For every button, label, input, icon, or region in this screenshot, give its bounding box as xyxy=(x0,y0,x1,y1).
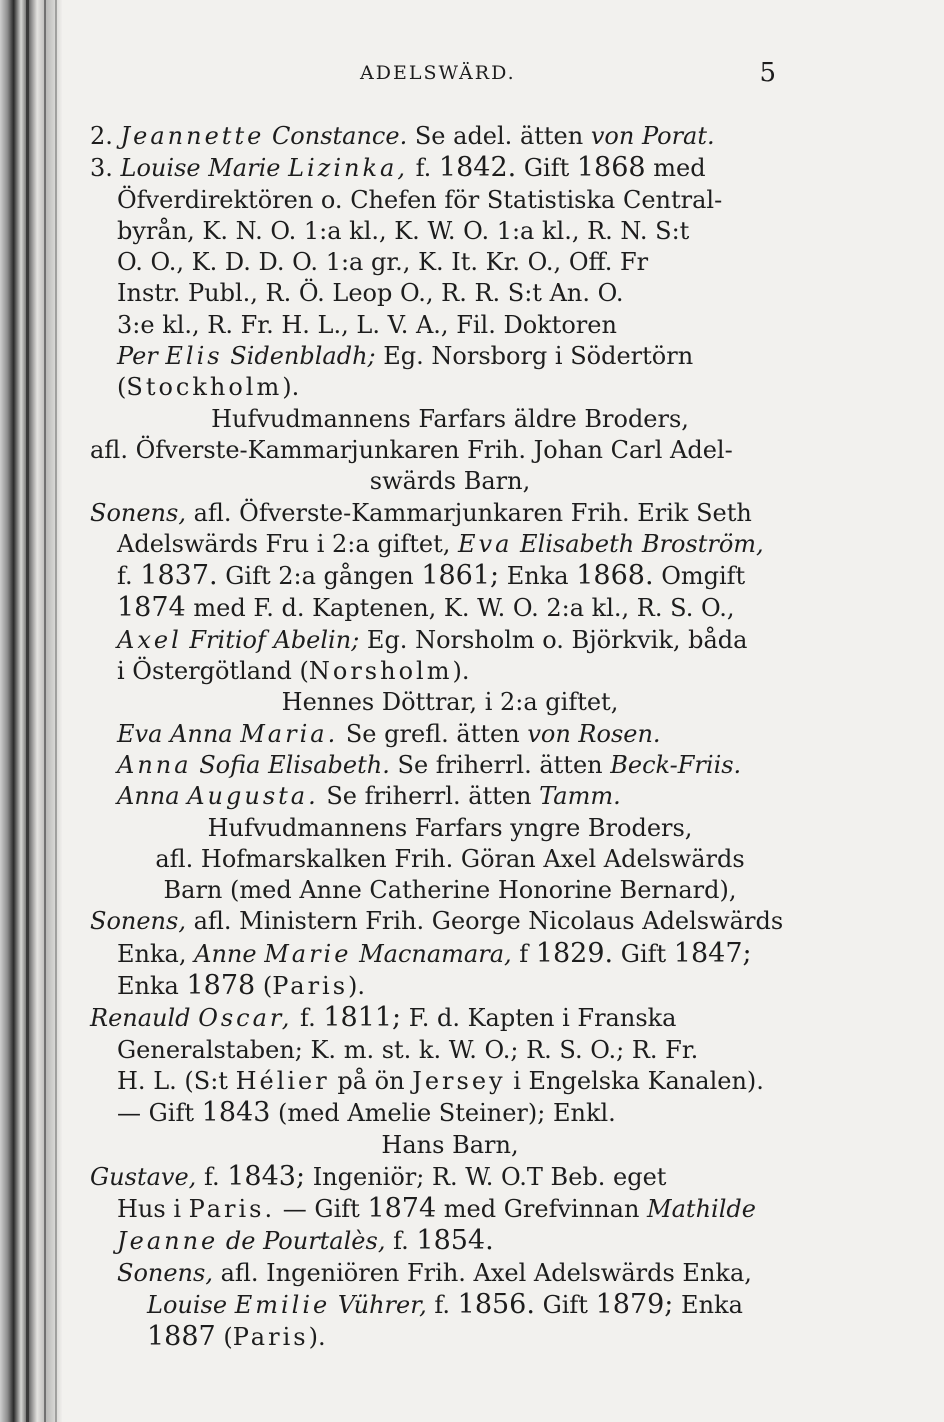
section-heading: Hans Barn, xyxy=(381,1130,519,1159)
running-head: ADELSWÄRD. xyxy=(360,62,516,84)
text-line: — Gift 1843 (med Amelie Steiner); Enkl. xyxy=(117,1097,616,1129)
text-line: O. O., K. D. D. O. 1:a gr., K. It. Kr. O., Off. Fr xyxy=(117,248,649,277)
section-heading: Hennes Döttrar, i 2:a giftet, xyxy=(281,688,619,717)
text-line: H. L. (S:t Hélier på ön Jersey i Engelska Kanalen). xyxy=(117,1066,764,1095)
text-line: Sonens, afl. Ministern Frih. George Nicolaus Adelswärds xyxy=(90,907,784,936)
section-heading: Hufvudmannens Farfars yngre Broders, xyxy=(207,813,693,842)
binding-shadow-line xyxy=(44,0,46,1422)
text-line: byrån, K. N. O. 1:a kl., K. W. O. 1:a kl., R. N. S:t xyxy=(117,216,690,245)
text-line: afl. Hofmarskalken Frih. Göran Axel Adelswärds xyxy=(155,844,745,873)
text-line: Eva Anna Maria. Se grefl. ätten von Rosen. xyxy=(117,719,661,748)
text-line: Enka, Anne Marie Macnamara, f 1829. Gift 1847; xyxy=(117,937,752,969)
text-line: Sonens, afl. Ingeniören Frih. Axel Adelswärds Enka, xyxy=(117,1258,752,1287)
text-line: Barn (med Anne Catherine Honorine Bernard), xyxy=(163,876,737,905)
text-line: swärds Barn, xyxy=(369,467,531,496)
book-binding-edge xyxy=(0,0,62,1422)
section-heading: Hufvudmannens Farfars äldre Broders, xyxy=(211,404,689,433)
text-line: Axel Fritiof Abelin; Eg. Norsholm o. Björkvik, båda xyxy=(117,625,748,654)
text-line: 3:e kl., R. Fr. H. L., L. V. A., Fil. Doktoren xyxy=(117,310,617,339)
page-body xyxy=(90,121,810,1354)
binding-shadow-line xyxy=(55,0,57,1422)
text-line: Instr. Publ., R. Ö. Leop O., R. R. S:t An. O. xyxy=(117,279,624,308)
text-line: Enka 1878 (Paris). xyxy=(117,970,366,1002)
binding-shadow-line xyxy=(26,0,29,1422)
text-line: 2. Jeannette Constance. Se adel. ätten von Porat. xyxy=(90,122,715,150)
text-line: (Stockholm). xyxy=(117,373,300,402)
text-line: i Östergötland (Norsholm). xyxy=(117,657,470,686)
text-line: afl. Öfverste-Kammarjunkaren Frih. Johan Carl Adel- xyxy=(90,435,733,464)
text-line: Anna Sofia Elisabeth. Se friherrl. ätten Beck-Friis. xyxy=(117,750,742,779)
page-header xyxy=(360,58,776,92)
text-line: Öfverdirektören o. Chefen för Statistiska Central- xyxy=(117,185,723,214)
text-line: Generalstaben; K. m. st. k. W. O.; R. S. O.; R. Fr. xyxy=(117,1035,699,1064)
text-line: Renauld Oscar, f. 1811; F. d. Kapten i Franska xyxy=(90,1002,677,1034)
page-number: 5 xyxy=(759,58,776,88)
text-line: Adelswärds Fru i 2:a giftet, Eva Elisabeth Broström, xyxy=(117,529,764,558)
text-line: Per Elis Sidenbladh; Eg. Norsborg i Södertörn xyxy=(117,342,694,371)
text-line: Sonens, afl. Öfverste-Kammarjunkaren Frih. Erik Seth xyxy=(90,498,752,527)
text-line: Louise Emilie Vührer, f. 1856. Gift 1879; Enka xyxy=(147,1288,743,1320)
text-line: Hus i Paris. — Gift 1874 med Grefvinnan Mathilde xyxy=(117,1193,756,1225)
text-line: Jeanne de Pourtalès, f. 1854. xyxy=(117,1225,494,1257)
text-line: 1887 (Paris). xyxy=(147,1321,326,1353)
text-line: 1874 med F. d. Kaptenen, K. W. O. 2:a kl., R. S. O., xyxy=(117,592,735,624)
text-line: Gustave, f. 1843; Ingeniör; R. W. O.T Beb. eget xyxy=(90,1160,667,1192)
text-line: f. 1837. Gift 2:a gången 1861; Enka 1868. Omgift xyxy=(117,560,746,592)
text-line: Anna Augusta. Se friherrl. ätten Tamm. xyxy=(117,782,621,811)
text-line: 3. Louise Marie Lizinka, f. 1842. Gift 1868 med xyxy=(90,152,706,184)
